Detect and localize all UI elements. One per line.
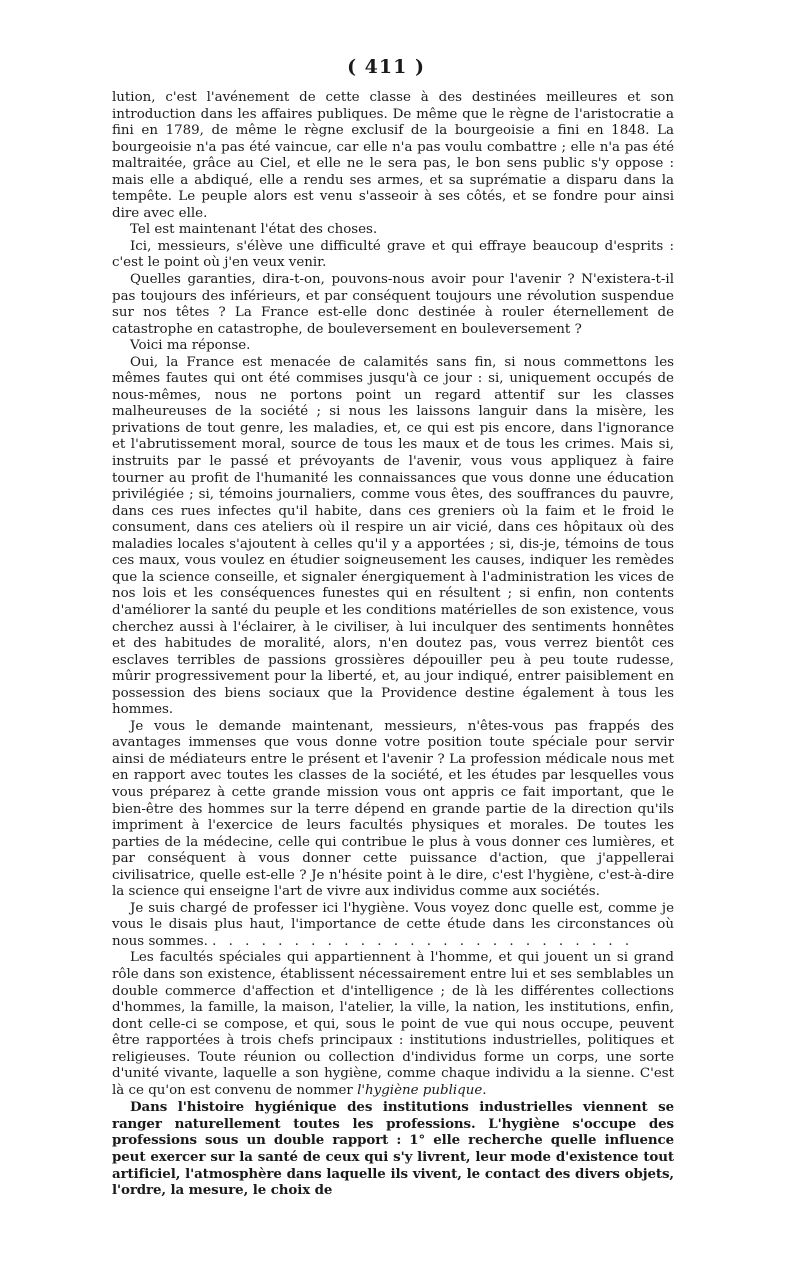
ellipsis-dots: . . . . . . . . . . . . . . . . . . . . . . . . . . [212,933,634,949]
paragraph-6: Oui, la France est menacée de calamités sans fin, si nous commettons les mêmes fautes qui ont été commises jusqu'à ce jour : si, uniquement occupés de nous-mêmes, nous ne portons point un regard attentif sur les classes malheureuses de la société ; si nous les laissons languir dans la misère, les privations de tout genre, les maladies, et, ce qui est pis encore, dans l'ignorance et l'abrutissement moral, source de tous les maux et de tous les crimes. Mais si, instruits par le passé et prévoyants de l'avenir, vous vous appliquez à faire tourner au profit de l'humanité les connaissances que vous donne une éducation privilégiée ; si, témoins journaliers, comme vous êtes, des souffrances du pauvre, dans ces rues infectes qu'il habite, dans ces greniers où la faim et le froid le consument, dans ces ateliers où il respire un air vicié, dans ces hôpitaux où des maladies locales s'ajoutent à celles qu'il y a apportées ; si, dis-je, témoins de tous ces maux, vous voulez en étudier soigneusement les causes, indiquer les remèdes que la science conseille, et signaler énergiquement à l'administration les vices de nos lois et les conséquences funestes qui en résultent ; si enfin, non contents d'améliorer la santé du peuple et les conditions matérielles de son existence, vous cherchez aussi à l'éclairer, à le civiliser, à lui inculquer des sentiments honnêtes et des habitudes de moralité, alors, n'en doutez pas, vous verrez bientôt ces esclaves terribles de passions grossières dépouiller peu à peu toute rudesse, mûrir progressivement pour la liberté, et, au jour indiqué, entrer paisiblement en possession des biens sociaux que la Providence destine également à tous les hommes. [112,354,674,718]
paragraph-10: Dans l'histoire hygiénique des institutions industrielles viennent se ranger naturellement toutes les professions. L'hygiène s'occupe des professions sous un double rapport : 1° elle recherche quelle influence peut exercer sur la santé de ceux qui s'y livrent, leur mode d'existence tout artificiel, l'atmosphère dans laquelle ils vivent, le contact des divers objets, l'ordre, la mesure, le choix de [112,1099,674,1199]
paragraph-7: Je vous le demande maintenant, messieurs, n'êtes-vous pas frappés des avantages immenses que vous donne votre position toute spéciale pour servir ainsi de médiateurs entre le présent et l'avenir ? La profession médicale nous met en rapport avec toutes les classes de la société, et les études par lesquelles vous vous préparez à cette grande mission vous ont appris ce fait important, que le bien-être des hommes sur la terre dépend en grande partie de la direction qu'ils impriment à l'exercice de leurs facultés physiques et morales. De toutes les parties de la médecine, celle qui contribue le plus à vous donner ces lumières, et par conséquent à vous donner cette puissance d'action, que j'appellerai civilisatrice, quelle est-elle ? Je n'hésite point à le dire, c'est l'hygiène, c'est-à-dire la science qui enseigne l'art de vivre aux individus comme aux sociétés. [112,718,674,900]
page-number: ( 411 ) [347,56,425,78]
paragraph-3: Ici, messieurs, s'élève une difficulté grave et qui effraye beaucoup d'esprits : c'est le point où j'en veux venir. [112,238,674,271]
hygiene-publique-term: l'hygiène publique [357,1082,483,1098]
paragraph-8-text: Je suis chargé de professer ici l'hygiène. Vous voyez donc quelle est, comme je vous le disais plus haut, l'importance de cette étude dans les circonstances où nous sommes. [112,900,674,949]
paragraph-1: lution, c'est l'avénement de cette classe à des destinées meilleures et son introduction dans les affaires publiques. De même que le règne de l'aristocratie a fini en 1789, de même le règne exclusif de la bourgeoisie a fini en 1848. La bourgeoisie n'a pas été vaincue, car elle n'a pas voulu combattre ; elle n'a pas été maltraitée, grâce au Ciel, et elle ne le sera pas, le bon sens public s'y oppose : mais elle a abdiqué, elle a rendu ses armes, et sa suprématie a disparu dans la tempête. Le peuple alors est venu s'asseoir à ses côtés, et se fondre pour ainsi dire avec elle. [112,90,674,221]
paragraph-9-text: Les facultés spéciales qui appartiennent à l'homme, et qui jouent un si grand rôle dans son existence, établissent nécessairement entre lui et ses semblables un double commerce d'affection et d'intelligence ; de là les différentes collections d'hommes, la famille, la maison, l'atelier, la ville, la nation, les institutions, enfin, dont celle-ci se compose, et qui, sous le point de vue qui nous occupe, peuvent être rapportées à trois chefs principaux : institutions industrielles, politiques et religieuses. Toute réunion ou collection d'individus forme un corps, une sorte d'unité vivante, laquelle a son hygiène, comme chaque individu a la sienne. C'est là ce qu'on est convenu de nommer [112,950,674,1098]
paragraph-9 [112,950,674,1099]
body-text [112,90,674,1199]
paragraph-8 [112,901,674,951]
paragraph-9-period: . [482,1082,487,1098]
paragraph-5: Voici ma réponse. [130,338,251,354]
paragraph-4: Quelles garanties, dira-t-on, pouvons-nous avoir pour l'avenir ? N'existera-t-il pas toujours des inférieurs, et par conséquent toujours une révolution suspendue sur nos têtes ? La France est-elle donc destinée à rouler éternellement de catastrophe en catastrophe, de bouleversement en bouleversement ? [112,272,674,337]
document-page [112,56,674,1199]
paragraph-2: Tel est maintenant l'état des choses. [130,222,378,238]
